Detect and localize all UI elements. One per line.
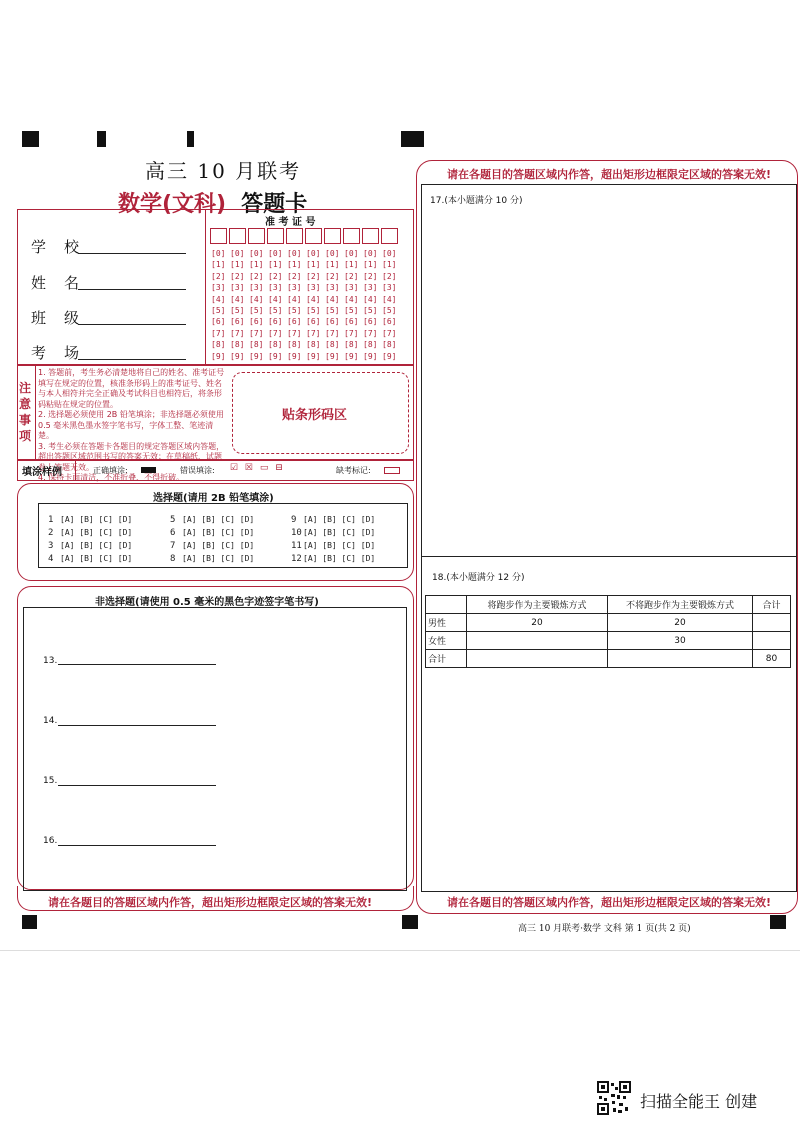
exam-id-bubble[interactable]: [7] xyxy=(230,328,245,338)
exam-id-bubble[interactable]: [2] xyxy=(211,271,226,281)
exam-id-bubble[interactable]: [6] xyxy=(325,317,340,327)
table-header xyxy=(426,596,467,614)
exam-id-digit-box[interactable] xyxy=(210,228,227,244)
table-row xyxy=(426,614,791,632)
exam-id-bubble[interactable]: [0] xyxy=(325,249,340,258)
exam-id-digit-box[interactable] xyxy=(343,228,360,244)
exam-id-grid[interactable] xyxy=(210,228,410,368)
choice-question-number: 10 xyxy=(291,528,302,538)
exam-id-bubble[interactable]: [1] xyxy=(363,260,378,270)
exam-id-bubble[interactable]: [1] xyxy=(211,260,226,270)
exam-id-bubble[interactable]: [3] xyxy=(249,283,264,293)
exam-id-bubble[interactable]: [1] xyxy=(325,260,340,270)
exam-id-bubble[interactable]: [6] xyxy=(344,317,359,327)
q18-label: 18.(本小题满分 12 分) xyxy=(432,573,525,583)
exam-id-bubble[interactable]: [2] xyxy=(363,271,378,281)
exam-id-bubble[interactable]: [5] xyxy=(363,306,378,315)
exam-id-bubble[interactable]: [7] xyxy=(211,328,226,338)
q18-table xyxy=(425,595,791,668)
choice-question-number: 12 xyxy=(291,554,302,564)
exam-id-bubble[interactable]: [6] xyxy=(363,317,378,327)
exam-id-bubble[interactable]: [8] xyxy=(363,340,378,350)
table-cell: 30 xyxy=(608,632,753,650)
exam-id-bubble[interactable]: [0] xyxy=(230,249,245,258)
exam-id-bubble[interactable]: [4] xyxy=(344,294,359,304)
scanner-credit: 扫描全能王 创建 xyxy=(640,1092,758,1111)
exam-id-bubble[interactable]: [7] xyxy=(344,328,359,338)
choice-options[interactable]: [A] [B] [C] [D] xyxy=(182,528,255,537)
table-header-row xyxy=(426,596,791,614)
exam-id-bubble[interactable]: [6] xyxy=(211,317,226,327)
table-header: 将跑步作为主要锻炼方式 xyxy=(467,596,608,614)
exam-id-bubble[interactable]: [0] xyxy=(249,249,264,258)
timing-mark xyxy=(97,131,106,147)
exam-id-digit-box[interactable] xyxy=(381,228,398,244)
notice-item: 3. 考生必须在答题卡各题目的规定答题区域内答题，超出答题区域范围书写的答案无效；在草稿纸、试题卷上答题无效。 xyxy=(38,441,225,472)
question-15: 15. xyxy=(43,776,58,786)
absent-mark-box[interactable] xyxy=(384,467,400,474)
exam-id-bubble[interactable]: [0] xyxy=(306,249,321,258)
exam-id-bubble[interactable]: [5] xyxy=(230,306,245,315)
table-cell xyxy=(753,632,791,650)
exam-id-bubble[interactable]: [1] xyxy=(249,260,264,270)
exam-id-bubble[interactable]: [8] xyxy=(268,340,283,350)
exam-id-bubble[interactable]: [3] xyxy=(287,283,302,293)
fill-example-label: 填涂样例 xyxy=(22,467,62,478)
choice-question-number: 7 xyxy=(170,541,176,551)
table-cell xyxy=(467,650,608,668)
choice-options[interactable]: [A] [B] [C] [D] xyxy=(182,515,255,524)
exam-id-bubble[interactable]: [9] xyxy=(287,351,302,361)
page-edge xyxy=(0,950,800,951)
card-label: 答题卡 xyxy=(241,192,308,217)
choice-options[interactable]: [A] [B] [C] [D] xyxy=(182,554,255,563)
exam-id-bubble[interactable]: [7] xyxy=(382,328,397,338)
table-cell: 20 xyxy=(467,614,608,632)
exam-id-bubble[interactable]: [4] xyxy=(287,294,302,304)
exam-id-digit-box[interactable] xyxy=(324,228,341,244)
wrong-fill-samples: ☑ ☒ ▭ ⊟ xyxy=(230,463,285,473)
choice-options[interactable]: [A] [B] [C] [D] xyxy=(303,541,376,550)
choice-options[interactable]: [A] [B] [C] [D] xyxy=(303,554,376,563)
timing-mark xyxy=(187,131,194,147)
school-input-line[interactable] xyxy=(78,253,186,254)
exam-id-bubble[interactable]: [9] xyxy=(211,351,226,361)
exam-id-bubble[interactable]: [1] xyxy=(382,260,397,270)
exam-id-bubble[interactable]: [3] xyxy=(363,283,378,293)
fill-divider xyxy=(75,459,76,480)
table-row xyxy=(426,632,791,650)
exam-id-bubble[interactable]: [3] xyxy=(344,283,359,293)
exam-id-bubble[interactable]: [7] xyxy=(287,328,302,338)
exam-id-bubble[interactable]: [6] xyxy=(287,317,302,327)
exam-id-bubble[interactable]: [3] xyxy=(382,283,397,293)
exam-id-bubble[interactable]: [5] xyxy=(344,306,359,315)
exam-id-bubble[interactable]: [9] xyxy=(382,351,397,361)
exam-id-bubble[interactable]: [4] xyxy=(211,294,226,304)
warning-top-right: 请在各题目的答题区域内作答，超出矩形边框限定区域的答案无效! xyxy=(447,168,772,181)
exam-id-bubble[interactable]: [6] xyxy=(249,317,264,327)
exam-id-bubble[interactable]: [9] xyxy=(344,351,359,361)
field-school: 学校 xyxy=(31,238,98,256)
exam-id-bubble[interactable]: [5] xyxy=(306,306,321,315)
choice-question-number: 11 xyxy=(291,541,302,551)
exam-id-digit-box[interactable] xyxy=(248,228,265,244)
notice-item: 2. 选择题必须使用 2B 铅笔填涂；非选择题必须使用 0.5 毫米黑色墨水签字笔书写，字体工整、笔迹清楚。 xyxy=(38,410,224,440)
exam-id-bubble[interactable]: [9] xyxy=(325,351,340,361)
nonchoice-answer-box xyxy=(23,607,407,891)
exam-id-bubble[interactable]: [3] xyxy=(306,283,321,293)
qr-code-icon xyxy=(597,1081,631,1115)
page-footer: 高三 10 月联考·数学 文科 第 1 页(共 2 页) xyxy=(518,924,691,934)
exam-id-bubble[interactable]: [0] xyxy=(268,249,283,258)
exam-id-bubble[interactable]: [8] xyxy=(382,340,397,350)
choice-question-number: 8 xyxy=(170,554,176,564)
nonchoice-title: 非选择题(请使用 0.5 毫米的黑色字迹签字笔书写) xyxy=(95,597,319,608)
warning-left: 请在各题目的答题区域内作答，超出矩形边框限定区域的答案无效! xyxy=(48,896,373,909)
exam-id-bubble[interactable]: [7] xyxy=(249,328,264,338)
choice-options[interactable]: [A] [B] [C] [D] xyxy=(60,554,133,563)
exam-id-bubble[interactable]: [9] xyxy=(230,351,245,361)
table-cell: 女性 xyxy=(426,632,467,650)
question-13: 13. xyxy=(43,656,58,666)
exam-id-digit-box[interactable] xyxy=(229,228,246,244)
exam-id-bubble[interactable]: [8] xyxy=(306,340,321,350)
table-row xyxy=(426,650,791,668)
name-input-line[interactable] xyxy=(78,289,186,290)
exam-id-digit-box[interactable] xyxy=(305,228,322,244)
timing-mark xyxy=(770,915,786,929)
exam-id-bubble[interactable]: [8] xyxy=(344,340,359,350)
exam-id-bubble[interactable]: [0] xyxy=(363,249,378,258)
exam-id-bubble[interactable]: [2] xyxy=(382,271,397,281)
choice-question-number: 5 xyxy=(170,515,176,525)
field-class: 班级 xyxy=(31,309,98,327)
choice-options[interactable]: [A] [B] [C] [D] xyxy=(60,515,133,524)
timing-mark xyxy=(402,915,418,929)
barcode-label: 贴条形码区 xyxy=(282,408,348,423)
choice-question-number: 2 xyxy=(48,528,54,538)
choice-options[interactable]: [A] [B] [C] [D] xyxy=(303,515,376,524)
exam-id-bubble[interactable]: [5] xyxy=(325,306,340,315)
exam-id-bubble[interactable]: [1] xyxy=(268,260,283,270)
exam-id-bubble[interactable]: [0] xyxy=(211,249,226,258)
exam-id-bubble[interactable]: [5] xyxy=(287,306,302,315)
exam-id-bubble[interactable]: [1] xyxy=(344,260,359,270)
timing-mark xyxy=(22,915,37,929)
notice-divider xyxy=(35,364,36,460)
table-cell xyxy=(608,650,753,668)
exam-id-bubble[interactable]: [9] xyxy=(363,351,378,361)
exam-id-bubble[interactable]: [5] xyxy=(211,306,226,315)
exam-id-bubble[interactable]: [0] xyxy=(287,249,302,258)
exam-id-bubble[interactable]: [8] xyxy=(287,340,302,350)
exam-id-bubble[interactable]: [7] xyxy=(325,328,340,338)
table-cell: 合计 xyxy=(426,650,467,668)
answer-line-15[interactable] xyxy=(58,785,216,786)
q17-label: 17.(本小题满分 10 分) xyxy=(430,196,523,206)
exam-id-bubble[interactable]: [4] xyxy=(249,294,264,304)
timing-mark xyxy=(22,131,39,147)
exam-id-bubble[interactable]: [8] xyxy=(230,340,245,350)
notice-item: 4. 保持卡面清洁，不准折叠、不得折破。 xyxy=(38,473,185,482)
exam-title: 高三 10 月联考 xyxy=(145,159,302,183)
info-divider xyxy=(205,209,206,366)
notice-item: 1. 答题前，考生务必清楚地将自己的姓名、准考证号填写在规定的位置，核准条形码上的准考证号、姓名与本人相符并完全正确及考试科目也相符后，将条形码粘贴在规定的位置。 xyxy=(38,368,225,409)
exam-id-label: 准 考 证 号 xyxy=(265,217,316,228)
correct-fill-label: 正确填涂: xyxy=(93,466,128,475)
choice-options[interactable]: [A] [B] [C] [D] xyxy=(182,541,255,550)
table-cell: 男性 xyxy=(426,614,467,632)
table-header: 不将跑步作为主要锻炼方式 xyxy=(608,596,753,614)
exam-id-bubble[interactable]: [4] xyxy=(325,294,340,304)
field-name: 姓名 xyxy=(31,274,98,292)
field-room: 考场 xyxy=(31,344,98,362)
choice-question-number: 1 xyxy=(48,515,54,525)
class-input-line[interactable] xyxy=(78,324,186,325)
exam-id-bubble[interactable]: [4] xyxy=(382,294,397,304)
exam-id-bubble[interactable]: [3] xyxy=(268,283,283,293)
exam-id-bubble[interactable]: [7] xyxy=(268,328,283,338)
exam-id-bubble[interactable]: [4] xyxy=(268,294,283,304)
exam-id-bubble[interactable]: [6] xyxy=(382,317,397,327)
exam-id-bubble[interactable]: [7] xyxy=(306,328,321,338)
exam-id-bubble[interactable]: [8] xyxy=(249,340,264,350)
exam-id-bubble[interactable]: [8] xyxy=(325,340,340,350)
choice-question-number: 3 xyxy=(48,541,54,551)
timing-mark xyxy=(401,131,424,147)
exam-id-bubble[interactable]: [3] xyxy=(211,283,226,293)
choice-question-number: 6 xyxy=(170,528,176,538)
exam-id-bubble[interactable]: [1] xyxy=(287,260,302,270)
exam-id-bubble[interactable]: [0] xyxy=(344,249,359,258)
answer-line-16[interactable] xyxy=(58,845,216,846)
answer-line-13[interactable] xyxy=(58,664,216,665)
exam-id-bubble[interactable]: [6] xyxy=(306,317,321,327)
wrong-fill-label: 错误填涂: xyxy=(180,466,215,475)
choice-options[interactable]: [A] [B] [C] [D] xyxy=(303,528,376,537)
exam-id-digit-box[interactable] xyxy=(286,228,303,244)
choice-options[interactable]: [A] [B] [C] [D] xyxy=(60,541,133,550)
exam-id-bubble[interactable]: [0] xyxy=(382,249,397,258)
exam-id-bubble[interactable]: [9] xyxy=(268,351,283,361)
exam-id-bubble[interactable]: [2] xyxy=(230,271,245,281)
exam-id-bubble[interactable]: [5] xyxy=(382,306,397,315)
table-cell xyxy=(467,632,608,650)
table-cell: 80 xyxy=(753,650,791,668)
exam-id-bubble[interactable]: [4] xyxy=(306,294,321,304)
exam-id-bubble[interactable]: [4] xyxy=(230,294,245,304)
warning-bottom-right: 请在各题目的答题区域内作答，超出矩形边框限定区域的答案无效! xyxy=(447,896,772,909)
exam-id-bubble[interactable]: [2] xyxy=(268,271,283,281)
answer-line-14[interactable] xyxy=(58,725,216,726)
table-cell: 20 xyxy=(608,614,753,632)
choice-question-number: 4 xyxy=(48,554,54,564)
exam-id-bubble[interactable]: [2] xyxy=(325,271,340,281)
question-14: 14. xyxy=(43,716,58,726)
exam-id-bubble[interactable]: [3] xyxy=(230,283,245,293)
exam-id-bubble[interactable]: [3] xyxy=(325,283,340,293)
room-input-line[interactable] xyxy=(78,359,186,360)
exam-id-bubble[interactable]: [1] xyxy=(230,260,245,270)
exam-id-bubble[interactable]: [2] xyxy=(249,271,264,281)
exam-id-bubble[interactable]: [5] xyxy=(249,306,264,315)
choice-options[interactable]: [A] [B] [C] [D] xyxy=(60,528,133,537)
exam-id-bubble[interactable]: [2] xyxy=(344,271,359,281)
exam-id-digit-box[interactable] xyxy=(267,228,284,244)
choice-question-number: 9 xyxy=(291,515,297,525)
exam-id-bubble[interactable]: [9] xyxy=(306,351,321,361)
question-16: 16. xyxy=(43,836,58,846)
exam-id-bubble[interactable]: [1] xyxy=(306,260,321,270)
absent-mark-label: 缺考标记: xyxy=(336,466,371,475)
table-header: 合计 xyxy=(753,596,791,614)
exam-id-bubble[interactable]: [6] xyxy=(230,317,245,327)
exam-id-digit-box[interactable] xyxy=(362,228,379,244)
choice-title: 选择题(请用 2B 铅笔填涂) xyxy=(153,493,274,504)
exam-id-bubble[interactable]: [5] xyxy=(268,306,283,315)
exam-id-bubble[interactable]: [4] xyxy=(363,294,378,304)
exam-id-bubble[interactable]: [8] xyxy=(211,340,226,350)
table-cell xyxy=(753,614,791,632)
correct-fill-sample xyxy=(141,467,156,473)
exam-id-bubble[interactable]: [7] xyxy=(363,328,378,338)
subject-title: 数学(文科) xyxy=(118,192,227,217)
exam-id-bubble[interactable]: [6] xyxy=(268,317,283,327)
notice-label: 注意事项 xyxy=(19,381,32,443)
exam-id-bubble[interactable]: [2] xyxy=(306,271,321,281)
q17-box xyxy=(421,184,797,557)
exam-id-bubble[interactable]: [9] xyxy=(249,351,264,361)
exam-id-bubble[interactable]: [2] xyxy=(287,271,302,281)
